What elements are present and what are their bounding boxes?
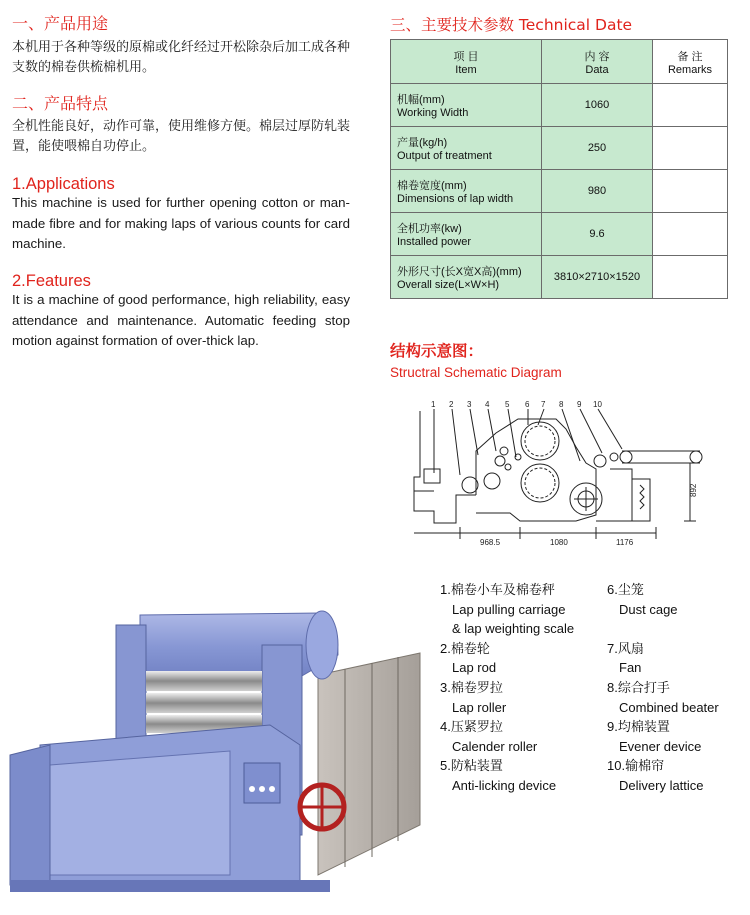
legend-zh: 3.棉卷罗拉 [440,679,503,695]
header-data-cn: 内 容 [584,50,610,63]
diagram-number: 5 [505,400,510,409]
diagram-number: 7 [541,400,546,409]
legend-en: Dust cage [619,601,678,617]
row-item-cn: 全机功率(kw) [397,223,462,235]
table-row [391,127,728,170]
diagram-title-en: Structral Schematic Diagram [390,365,562,380]
row-item-en: Working Width [397,107,469,119]
header-item-cn: 项 目 [453,50,479,63]
table-row [391,84,728,127]
diagram-number: 3 [467,400,472,409]
row-remark [653,84,728,127]
legend-en: Calender roller [452,738,538,754]
dimension-label: 892 [689,483,698,497]
row-remark [653,256,728,299]
row-value: 980 [542,170,653,213]
header-item [391,40,542,84]
diagram-number: 10 [593,400,602,409]
tech-title: 三、主要技术参数 Technical Date [390,16,633,34]
tech-header-row [391,40,728,84]
machine-photo [0,585,440,895]
diagram-labels [431,400,698,547]
diagram-title-cn: 结构示意图： [390,342,484,360]
row-item-cn: 棉卷宽度(mm) [397,180,467,192]
legend-en: Evener device [619,738,702,754]
legend-zh: 9.均棉装置 [607,719,670,735]
header-remarks-cn: 备 注 [677,50,703,63]
header-data [542,40,653,84]
row-item [391,213,542,256]
applications-title: 1.Applications [12,175,115,193]
legend-zh: 6.尘笼 [607,582,644,597]
legend-en: Anti-licking device [452,777,557,793]
legend-zh: 2.棉卷轮 [440,640,490,656]
features-cn-text: 全机性能良好，动作可靠，使用维修方便。棉层过厚防轧装置，能使喂棉自功停止。 [12,119,351,154]
features-title: 2.Features [12,272,91,290]
row-remark [653,170,728,213]
row-item-cn: 外形尺寸(长X宽X高)(mm) [397,266,522,278]
tech-table [390,39,728,299]
diagram-number: 1 [431,400,436,409]
row-item-cn: 机幅(mm) [397,94,445,106]
table-row [391,213,728,256]
header-item-en: Item [455,63,477,76]
table-row [391,170,728,213]
row-item-en: Dimensions of lap width [397,193,514,205]
row-item-en: Installed power [397,236,471,248]
dimension-label: 968.5 [480,538,501,547]
row-value: 9.6 [542,213,653,256]
row-value: 1060 [542,84,653,127]
row-item-cn: 产量(kg/h) [397,137,448,149]
diagram-number: 9 [577,400,582,409]
row-item [391,170,542,213]
dimension-label: 1080 [550,538,568,547]
header-data-en: Data [585,63,609,76]
legend-en: & lap weighting scale [452,621,575,637]
row-value: 3810×2710×1520 [542,256,653,299]
row-item-en: Output of treatment [397,150,492,162]
legend-zh: 5.防粘装置 [440,758,503,774]
legend-en: Fan [619,660,642,676]
header-remarks [653,40,728,84]
row-remark [653,213,728,256]
dimension-label: 1176 [616,538,634,547]
legend-right [607,580,747,796]
legend-en: Combined beater [619,699,719,715]
purpose-cn-title: 一、产品用途 [12,14,109,33]
row-remark [653,127,728,170]
features-cn-title: 二、产品特点 [12,94,109,113]
purpose-cn-text: 本机用于各种等级的原棉或化纤经过开松除杂后加工成各种支数的棉卷供梳棉机用。 [12,40,351,75]
diagram-number: 2 [449,400,454,409]
legend-zh: 8.综合打手 [607,679,670,695]
legend-en: Lap rod [452,660,497,676]
legend-zh: 7.风扇 [607,640,644,656]
legend-en: Lap pulling carriage [452,601,566,617]
diagram-number: 4 [485,400,490,409]
diagram-number: 8 [559,400,564,409]
row-item-en: Overall size(L×W×H) [397,279,500,291]
table-row [391,256,728,299]
legend-left [440,580,605,796]
legend-zh: 4.压紧罗拉 [440,719,503,735]
header-remarks-en: Remarks [667,63,712,76]
diagram-number: 6 [525,400,530,409]
legend-en: Delivery lattice [619,777,704,793]
row-item [391,256,542,299]
legend-zh: 10.输棉帘 [607,758,665,774]
legend-zh: 1.棉卷小车及棉卷秤 [440,582,555,597]
features-text: It is a machine of good performance, high reliability, easy attendance and maintenance. Automatic feeding stop motion against formation of over-thick lap. [12,292,350,348]
schematic-diagram [400,395,720,555]
applications-text: This machine is used for further opening cotton or man-made fibre and for making laps of various counts for card machine. [12,195,350,251]
row-value: 250 [542,127,653,170]
legend-en: Lap roller [452,699,507,715]
row-item [391,127,542,170]
row-item [391,84,542,127]
